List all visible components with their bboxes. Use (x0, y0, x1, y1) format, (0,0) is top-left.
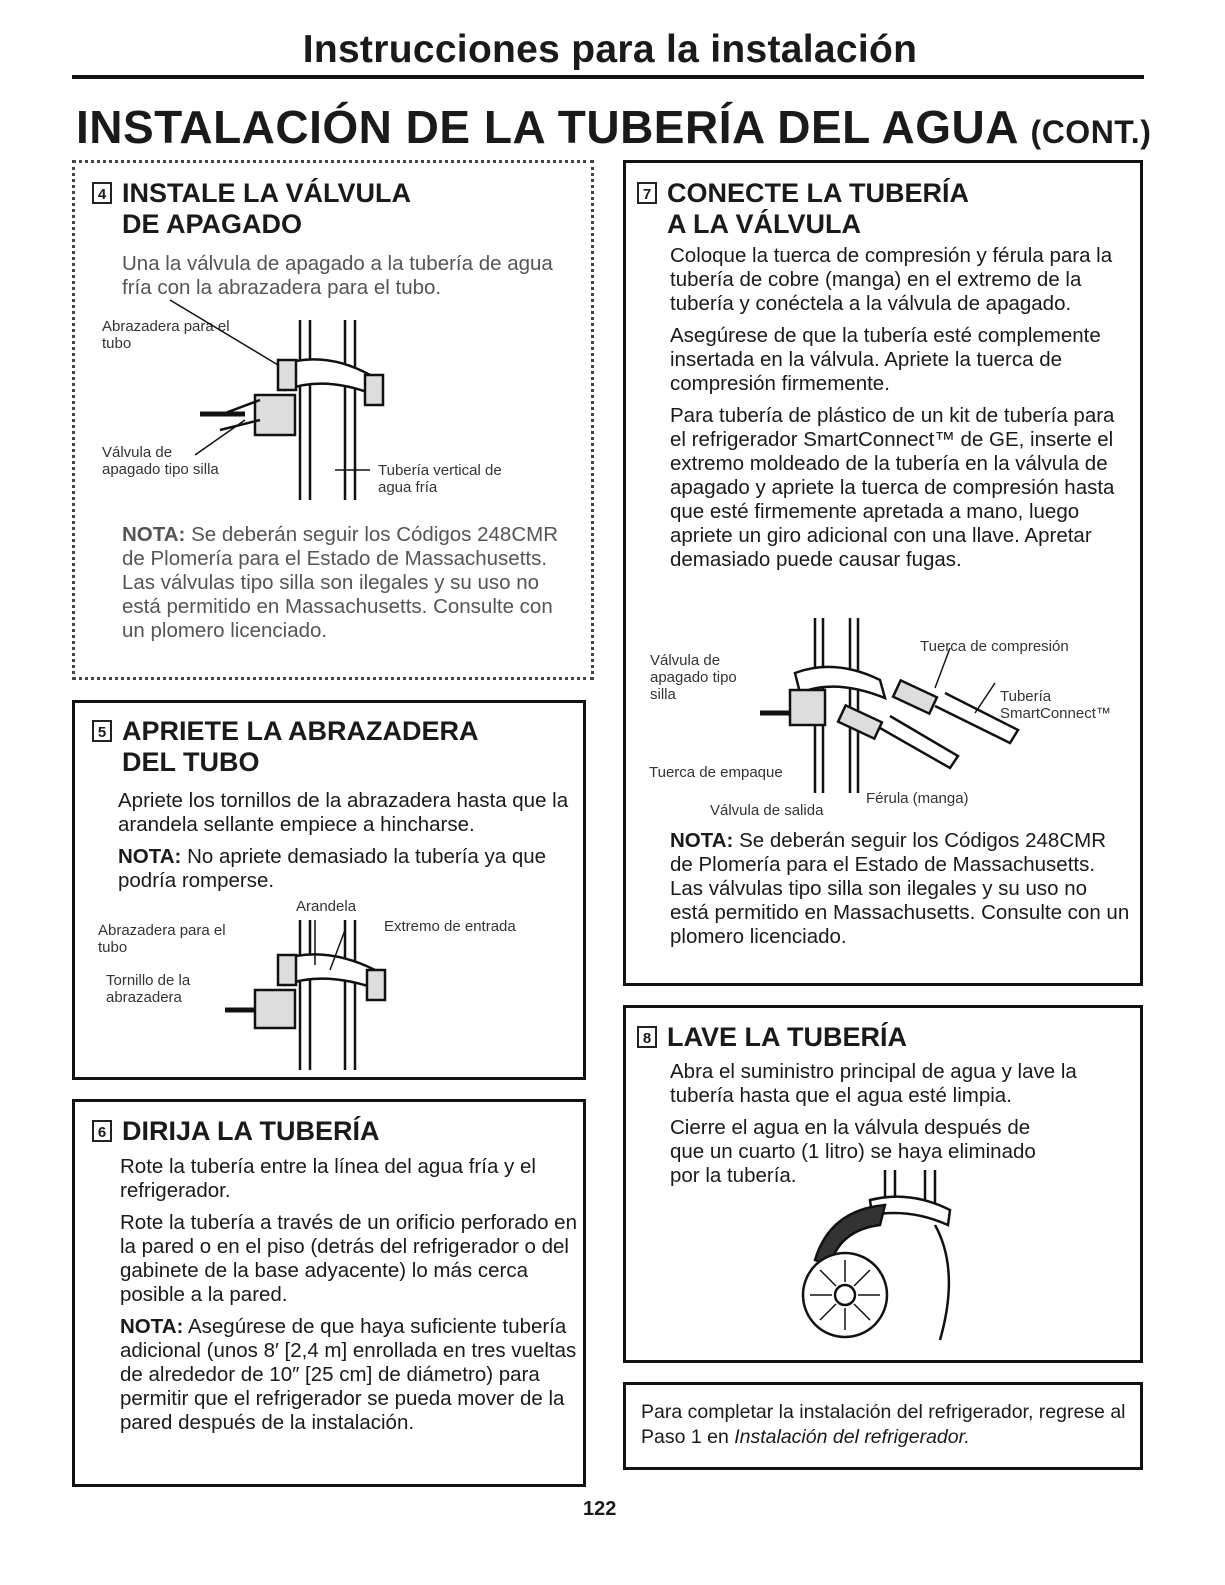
label-valve-7: Válvula de apagado tipo silla (650, 652, 737, 703)
label-pipe-4: Tubería vertical de agua fría (378, 462, 502, 496)
label-outlet-valve: Válvula de salida (710, 802, 824, 819)
step-4-note: NOTA: Se deberán seguir los Códigos 248CMR de Plomería para el Estado de Massachusetts. Las válvulas tipo silla son ilegales y su uso no está permitido en Massachusetts. Consulte con un plomero licenciado. (122, 523, 559, 642)
step-7-number: 7 (637, 182, 657, 204)
label-screw: Tornillo de la abrazadera (106, 972, 191, 1006)
step-5-title: 5 APRIETE LA ABRAZADERA DEL TUBO (92, 716, 479, 778)
step-7-body: Coloque la tuerca de compresión y férula para la tubería de cobre (manga) en el extremo de la tubería y conéctela a la válvula de apagado. Asegúrese de que la tubería esté complemente insertada en la válvula. Apriete la tuerca de compresión firmemente. Para tubería de plástico de un kit de tubería para el refrigerador SmartConnect™ de GE, inserte el extremo moldeado de la tubería en la válvula de apagado y apriete la tuerca de compresión hasta que esté firmemente apretada a mano, luego apriete un giro adicional con una llave. Apretar demasiado puede causar fugas. (670, 244, 1115, 571)
page-title (76, 100, 1151, 154)
step-6-number: 6 (92, 1120, 112, 1142)
step-8-body: Abra el suministro principal de agua y lave la tubería hasta que el agua esté limpia. Cierre el agua en la válvula después de que un cuarto (1 litro) se haya eliminado por la tubería. (670, 1060, 1077, 1187)
label-smartconnect: Tubería SmartConnect™ (1000, 688, 1111, 722)
step-6-title: 6 DIRIJA LA TUBERÍA (92, 1116, 380, 1147)
step-8-title: 8 LAVE LA TUBERÍA (637, 1022, 907, 1053)
step-4-title: 4 INSTALE LA VÁLVULA DE APAGADO (92, 178, 411, 240)
clamp-illustration (215, 920, 405, 1075)
step-7-note: NOTA: Se deberán seguir los Códigos 248CMR de Plomería para el Estado de Massachusetts. Las válvulas tipo silla son ilegales y su uso no está permitido en Massachusetts. Consulte con un plomero licenciado. (670, 829, 1130, 948)
step-5-number: 5 (92, 720, 112, 742)
label-valve-4: Válvula de apagado tipo silla (102, 444, 219, 478)
final-note: Para completar la instalación del refrigerador, regrese al Paso 1 en Instalación del refrigerador. (641, 1401, 1126, 1448)
step-7-title: 7 CONECTE LA TUBERÍA A LA VÁLVULA (637, 178, 969, 240)
connection-illustration (740, 618, 1030, 798)
title-suffix: (CONT.) (1030, 114, 1152, 150)
label-washer: Arandela (296, 898, 357, 915)
step-4-number: 4 (92, 182, 112, 204)
saddle-valve-illustration (200, 320, 420, 510)
title-text: INSTALACIÓN DE LA TUBERÍA DEL AGUA (76, 101, 1018, 153)
label-compression-nut: Tuerca de compresión (920, 638, 1069, 655)
step-5-body: Apriete los tornillos de la abrazadera hasta que la arandela sellante empiece a hincharse. NOTA: No apriete demasiado la tubería ya que podría romperse. (118, 789, 569, 892)
label-packing-nut: Tuerca de empaque (649, 764, 783, 781)
step-4-note-label: NOTA: (122, 523, 186, 546)
label-ferrule: Férula (manga) (866, 790, 969, 807)
final-note-link: Instalación del refrigerador. (734, 1426, 970, 1448)
page-header: Instrucciones para la instalación (302, 28, 918, 71)
header-rule (72, 75, 1144, 79)
page-number: 122 (583, 1498, 617, 1520)
valve-handle-illustration (790, 1170, 980, 1355)
step-8-number: 8 (637, 1026, 657, 1048)
label-clamp-4: Abrazadera para el tubo (102, 318, 230, 352)
step-6-body: Rote la tubería entre la línea del agua fría y el refrigerador. Rote la tubería a través de un orificio perforado en la pared o en el piso (detrás del refrigerador o del gabinete de la base adyacente) lo más cerca posible a la pared. NOTA: Asegúrese de que haya suficiente tubería adicional (unos 8′ [2,4 m] enrollada en tres vueltas de alrededor de 10″ [25 cm] de diámetro) para permitir que el refrigerador se pueda mover de la pared después de la instalación. (120, 1155, 577, 1434)
label-clamp-5: Abrazadera para el tubo (98, 922, 226, 956)
step-4-body: Una la válvula de apagado a la tubería de agua fría con la abrazadera para el tubo. (122, 252, 553, 299)
label-inlet: Extremo de entrada (384, 918, 516, 935)
